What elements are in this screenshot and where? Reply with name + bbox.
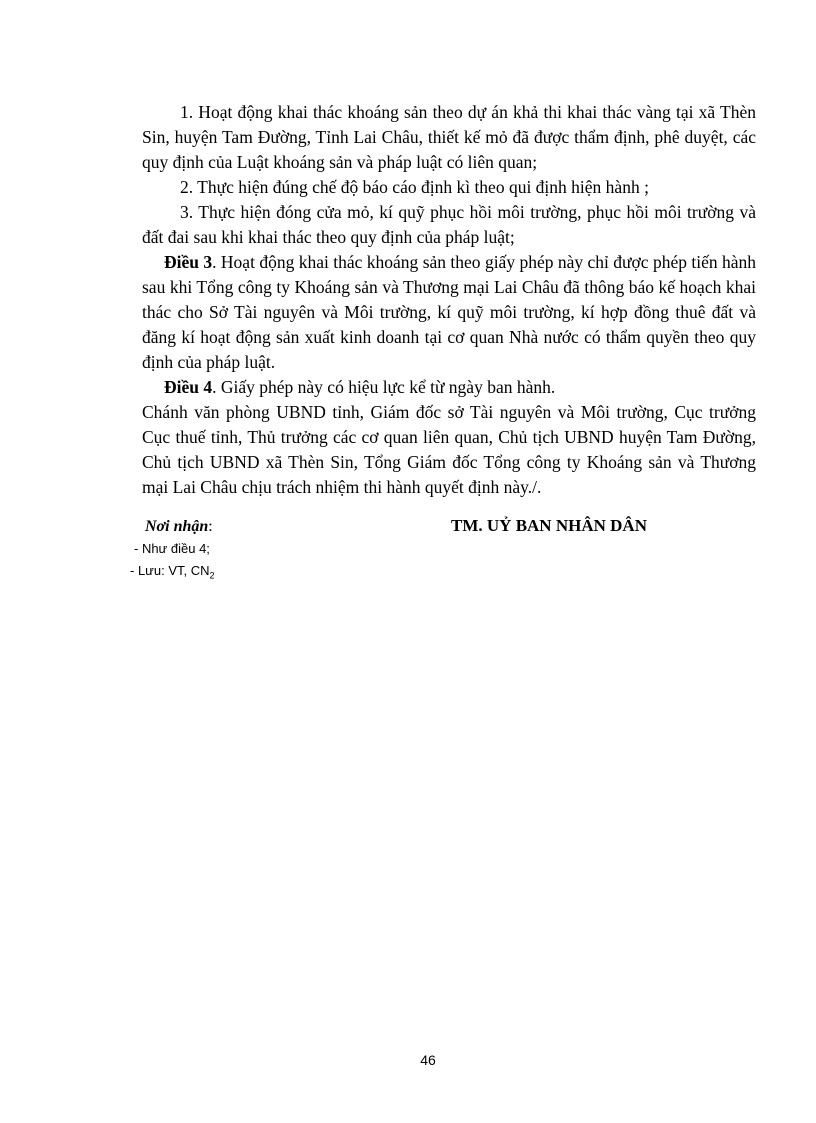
clause-item-2: 2. Thực hiện đúng chế độ báo cáo định kì theo qui định hiện hành ; [180, 177, 649, 197]
closing-paragraph: Chánh văn phòng UBND tỉnh, Giám đốc sở Tài nguyên và Môi trường, Cục trưởng Cục thuế tỉnh, Thủ trưởng các cơ quan liên quan, Chủ tịch UBND huyện Tam Đường, Chủ tịch UBND xã Thèn Sin, Tổng Giám đốc Tổng công ty Khoáng sản và Thương mại Lai Châu chịu trách nhiệm thi hành quyết định này./. [142, 402, 756, 497]
recipient-item-2-text: - Lưu: VT, CN [130, 563, 210, 578]
signature-title: TM. UỶ BAN NHÂN DÂN [451, 516, 647, 535]
article-3-text: . Hoạt động khai thác khoáng sản theo giấy phép này chỉ được phép tiến hành sau khi Tổng công ty Khoáng sản và Thương mại Lai Châu đã thông báo kế hoạch khai thác cho Sở Tài nguyên và Môi trường, kí quỹ môi trường, kí hợp đồng thuê đất và đăng kí hoạt động sản xuất kinh doanh tại cơ quan Nhà nước có thẩm quyền theo quy định của pháp luật. [142, 252, 757, 372]
clause-item-1: 1. Hoạt động khai thác khoáng sản theo dự án khả thi khai thác vàng tại xã Thèn Sin, huyện Tam Đường, Tỉnh Lai Châu, thiết kế mỏ đã được thẩm định, phê duyệt, các quy định của Luật khoáng sản và pháp luật có liên quan; [142, 102, 756, 172]
article-3 [142, 250, 756, 375]
document-body [142, 100, 756, 500]
recipients-title-text: Nơi nhận [145, 518, 209, 535]
page-number: 46 [420, 1052, 436, 1068]
clause-item-3: 3. Thực hiện đóng cửa mỏ, kí quỹ phục hồi môi trường, phục hồi môi trường và đất đai sau khi khai thác theo quy định của pháp luật; [142, 202, 756, 247]
recipient-item-1: - Như điều 4; [134, 541, 210, 556]
recipients-title-suffix: : [208, 518, 213, 535]
recipients-block [130, 516, 364, 587]
article-3-label: Điều 3 [164, 252, 213, 272]
recipient-item-2-subscript: 2 [209, 570, 215, 581]
recipient-item-2 [130, 560, 364, 587]
article-4 [142, 375, 756, 400]
article-4-label: Điều 4 [164, 377, 213, 397]
recipients-title [145, 516, 364, 538]
article-4-text: . Giấy phép này có hiệu lực kể từ ngày ban hành. [212, 377, 556, 397]
